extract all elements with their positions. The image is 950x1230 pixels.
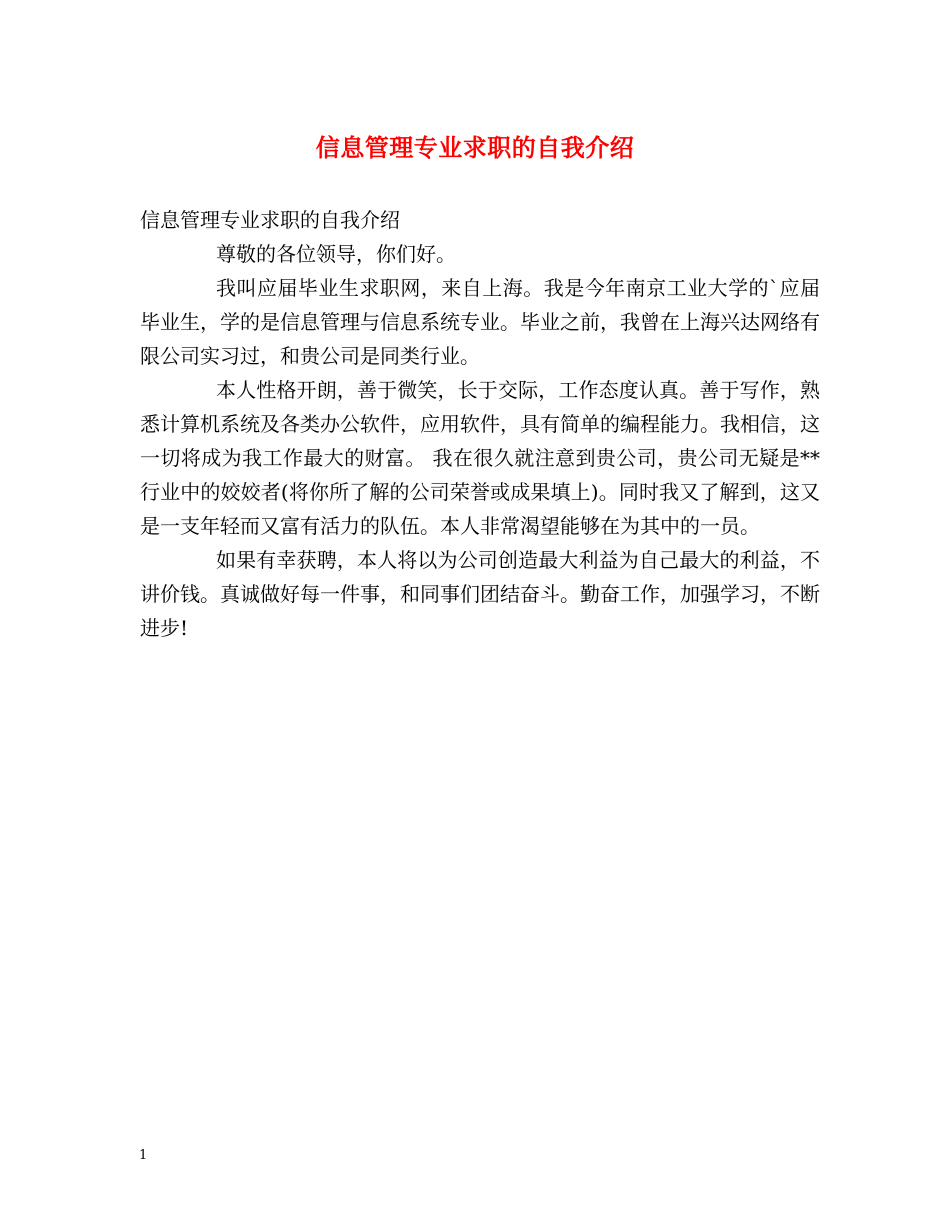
paragraph-introduction: 我叫应届毕业生求职网，来自上海。我是今年南京工业大学的`应届毕业生，学的是信息管理与信息系统专业。毕业之前，我曾在上海兴达网络有限公司实习过，和贵公司是同类行业。 xyxy=(140,276,820,368)
document-body xyxy=(140,203,820,645)
document-title: 信息管理专业求职的自我介绍 xyxy=(315,133,635,162)
paragraph-greeting: 尊敬的各位领导，你们好。 xyxy=(216,242,456,266)
page-number: 1 xyxy=(139,1148,148,1163)
paragraph-personality: 本人性格开朗，善于微笑，长于交际，工作态度认真。善于写作，熟悉计算机系统及各类办公软件，应用软件，具有简单的编程能力。我相信，这一切将成为我工作最大的财富。 我在很久就注意到贵公司，贵公司无疑是**行业中的姣姣者(将你所了解的公司荣誉或成果填上)。同时我又了解到，这又是一支年轻而又富有活力的队伍。本人非常渴望能够在为其中的一员。 xyxy=(140,378,820,538)
paragraph-closing: 如果有幸获聘，本人将以为公司创造最大利益为自己最大的利益，不讲价钱。真诚做好每一件事，和同事们团结奋斗。勤奋工作，加强学习，不断进步! xyxy=(140,548,820,640)
document-subtitle: 信息管理专业求职的自我介绍 xyxy=(140,208,400,232)
